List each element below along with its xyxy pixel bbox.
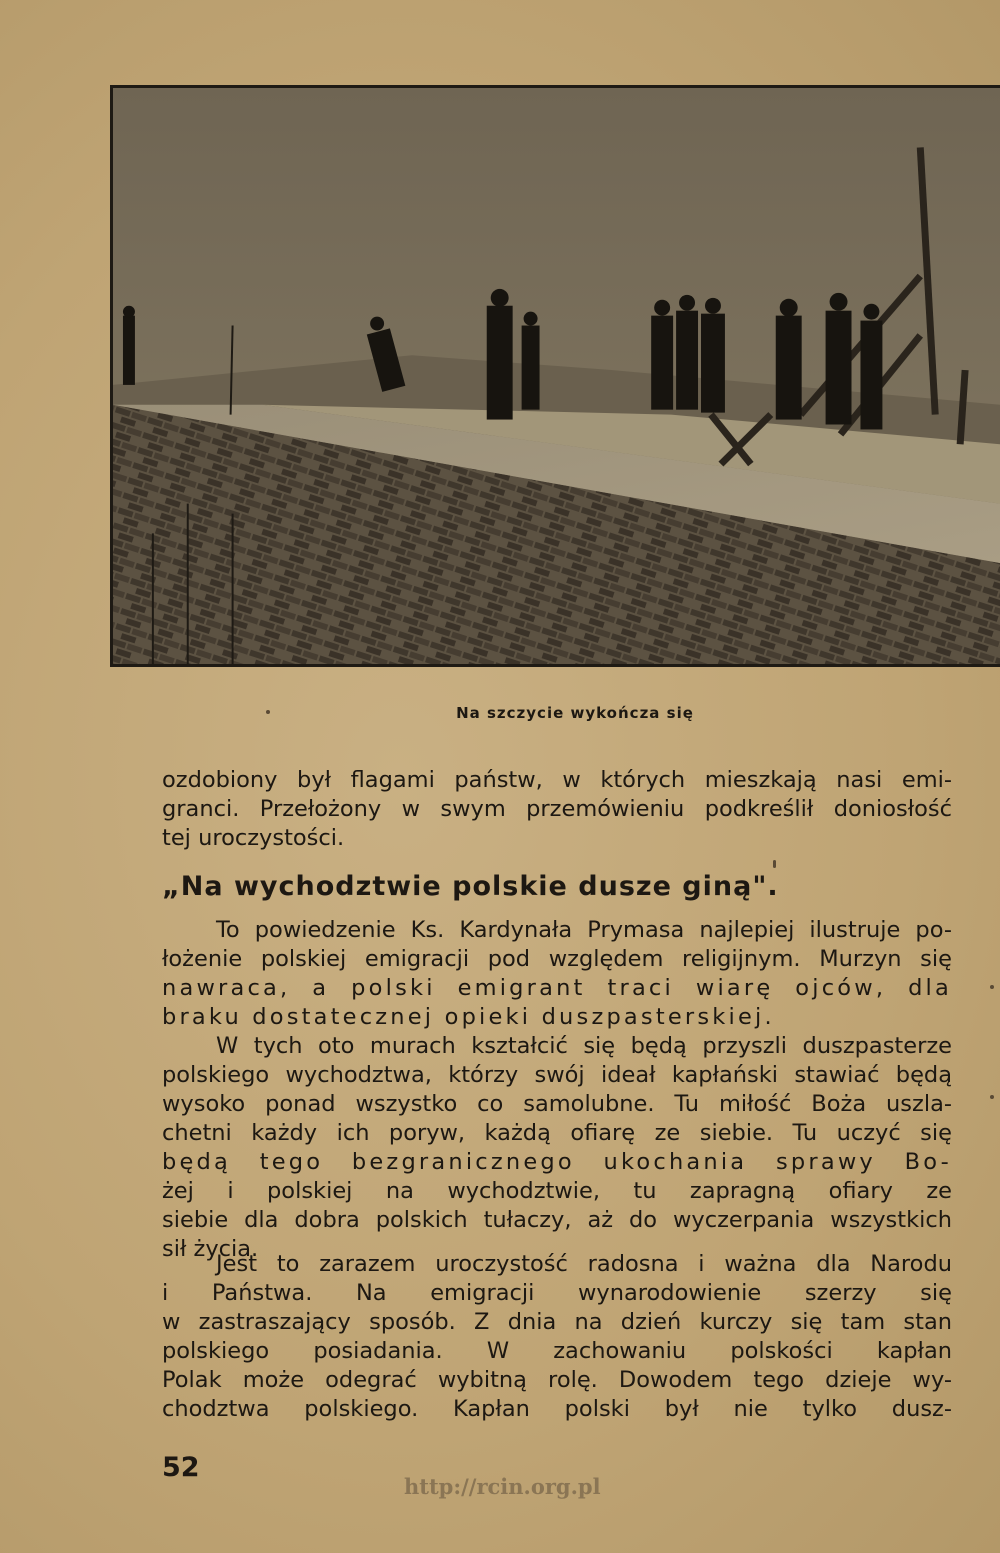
page-number: 52	[162, 1452, 200, 1483]
scan-speck	[773, 860, 776, 868]
construction-photo	[110, 85, 1000, 667]
paragraph-intro	[162, 766, 952, 853]
text-line: To powiedzenie Ks. Kardynała Prymasa najlepiej ilustruje po-	[216, 917, 952, 943]
text-line: W tych oto murach kształcić się będą przyszli duszpasterze	[216, 1033, 952, 1059]
text-line: Polak może odegrać wybitną rolę. Dowodem tego dzieje wy-	[162, 1367, 952, 1393]
text-line: żej i polskiej na wychodztwie, tu zapragną ofiary ze	[162, 1178, 952, 1204]
text-line: granci. Przełożony w swym przemówieniu podkreślił doniosłość	[162, 796, 952, 822]
source-watermark: http://rcin.org.pl	[404, 1474, 601, 1499]
text-line: i Państwa. Na emigracji wynarodowienie szerzy się	[162, 1280, 952, 1306]
text-line: chetni każdy ich poryw, każdą ofiarę ze siebie. Tu uczyć się	[162, 1120, 952, 1146]
text-line: polskiego posiadania. W zachowaniu polskości kapłan	[162, 1338, 952, 1364]
text-line: będą tego bezgranicznego ukochania sprawy Bo-	[162, 1149, 952, 1175]
text-line: siebie dla dobra polskich tułaczy, aż do wyczerpania wszystkich	[162, 1207, 952, 1233]
text-line: braku dostatecznej opieki duszpasterskiej.	[162, 1004, 775, 1030]
photo-caption: Na szczycie wykończa się	[456, 704, 694, 722]
text-line: sił życia.	[162, 1236, 259, 1262]
scan-speck	[990, 985, 994, 989]
text-line: wysoko ponad wszystko co samolubne. Tu miłość Boża uszla-	[162, 1091, 952, 1117]
scan-speck	[266, 710, 270, 714]
text-line: chodztwa polskiego. Kapłan polski był nie tylko dusz-	[162, 1396, 952, 1422]
text-line: łożenie polskiej emigracji pod względem religijnym. Murzyn się	[162, 946, 952, 972]
paragraph-1	[162, 916, 952, 1032]
section-heading: „Na wychodztwie polskie dusze giną".	[162, 871, 779, 902]
scan-speck	[990, 1095, 994, 1099]
photo-illustration	[113, 88, 1000, 664]
text-line: tej uroczystości.	[162, 825, 345, 851]
text-line: nawraca, a polski emigrant traci wiarę ojców, dla	[162, 975, 952, 1001]
text-line: polskiego wychodztwa, którzy swój ideał kapłański stawiać będą	[162, 1062, 952, 1088]
paragraph-2	[162, 1032, 952, 1264]
text-line: ozdobiony był flagami państw, w których mieszkają nasi emi-	[162, 767, 952, 793]
text-line: w zastraszający sposób. Z dnia na dzień kurczy się tam stan	[162, 1309, 952, 1335]
paragraph-3	[162, 1250, 952, 1424]
text-line: Jest to zarazem uroczystość radosna i ważna dla Narodu	[216, 1251, 952, 1277]
